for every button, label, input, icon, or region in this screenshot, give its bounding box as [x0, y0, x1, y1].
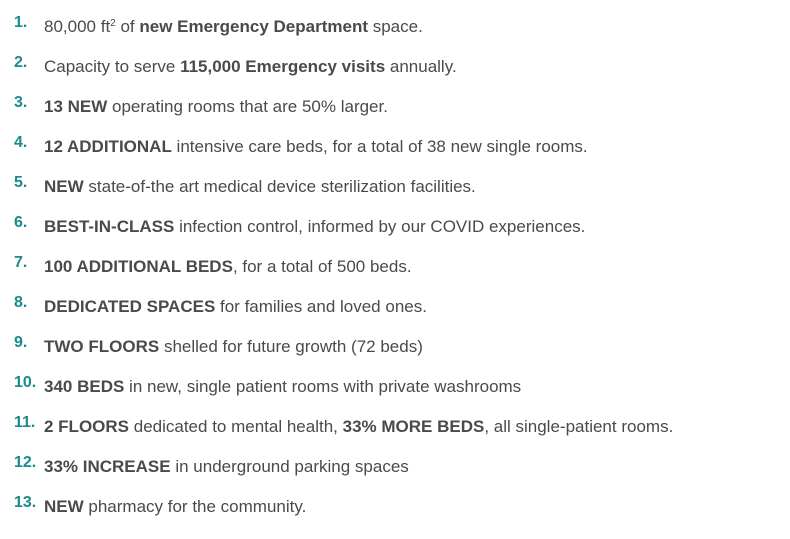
list-item-text [44, 97, 388, 117]
list-item-segment: 80,000 ft [44, 17, 111, 36]
list-item-highlight: 115,000 Emergency visits [180, 57, 386, 76]
list-item [0, 213, 790, 253]
list-item-number: 6. [14, 214, 28, 231]
list-item-text [44, 257, 412, 277]
list-item-segment: intensive care beds, for a total of 38 new single rooms. [171, 137, 588, 156]
list-item-segment: of [115, 17, 140, 36]
list-item-text [44, 137, 588, 157]
feature-list [0, 13, 790, 533]
list-item [0, 133, 790, 173]
list-item-number: 1. [14, 14, 28, 31]
list-item-text [44, 217, 585, 237]
list-item-highlight: 33% INCREASE [44, 457, 171, 476]
list-item-number: 9. [14, 334, 28, 351]
list-item-highlight: NEW [44, 177, 84, 196]
list-item-number: 11. [14, 414, 36, 431]
list-item-highlight: 340 BEDS [44, 377, 125, 396]
list-item-segment: dedicated to mental health, [129, 417, 343, 436]
list-item-text [44, 177, 476, 197]
list-item-text [44, 297, 427, 317]
list-item-segment: for families and loved ones. [215, 297, 427, 316]
list-item-highlight: 100 ADDITIONAL BEDS [44, 257, 233, 276]
list-item [0, 333, 790, 373]
list-item-segment: Capacity to serve [44, 57, 181, 76]
list-item [0, 253, 790, 293]
list-item-segment: pharmacy for the community. [83, 497, 307, 516]
list-item-segment: space. [368, 17, 423, 36]
list-item [0, 53, 790, 93]
list-item-segment: operating rooms that are 50% larger. [107, 97, 388, 116]
list-item-segment: in underground parking spaces [170, 457, 409, 476]
list-item-text [44, 417, 673, 437]
list-item [0, 453, 790, 493]
list-item-highlight: new Emergency Department [139, 17, 368, 36]
list-item-number: 8. [14, 294, 28, 311]
list-item-highlight: 2 FLOORS [44, 417, 130, 436]
list-item-text [44, 337, 423, 357]
list-item [0, 293, 790, 333]
superscript: 2 [110, 18, 116, 29]
list-item-segment: shelled for future growth (72 beds) [159, 337, 423, 356]
list-item-number: 4. [14, 134, 28, 151]
list-item-number: 12. [14, 454, 37, 471]
list-item-segment: , for a total of 500 beds. [232, 257, 412, 276]
list-item-number: 13. [14, 494, 37, 511]
list-item-highlight: TWO FLOORS [44, 337, 160, 356]
list-item-highlight: BEST-IN-CLASS [44, 217, 175, 236]
list-item [0, 13, 790, 53]
list-item-number: 7. [14, 254, 28, 271]
list-item-highlight: 12 ADDITIONAL [44, 137, 172, 156]
list-item-number: 3. [14, 94, 28, 111]
list-item-highlight: NEW [44, 497, 84, 516]
list-item [0, 93, 790, 133]
list-item-number: 2. [14, 54, 28, 71]
list-item [0, 173, 790, 213]
list-item-highlight: DEDICATED SPACES [44, 297, 216, 316]
list-item-segment: , all single-patient rooms. [484, 417, 674, 436]
list-item [0, 373, 790, 413]
list-item-text [44, 377, 521, 397]
list-item-text [44, 57, 457, 77]
list-item-segment: annually. [385, 57, 457, 76]
list-item [0, 413, 790, 453]
list-item-text [44, 497, 306, 517]
list-item-segment: state-of-the art medical device sterilization facilities. [83, 177, 476, 196]
list-item-text [44, 457, 409, 477]
list-item-text [44, 17, 423, 37]
list-item-number: 10. [14, 374, 37, 391]
list-item-segment: infection control, informed by our COVID experiences. [174, 217, 586, 236]
list-item-highlight: 33% MORE BEDS [342, 417, 485, 436]
list-item-number: 5. [14, 174, 28, 191]
list-item-segment: in new, single patient rooms with private washrooms [124, 377, 522, 396]
list-item [0, 493, 790, 533]
list-item-highlight: 13 NEW [44, 97, 108, 116]
